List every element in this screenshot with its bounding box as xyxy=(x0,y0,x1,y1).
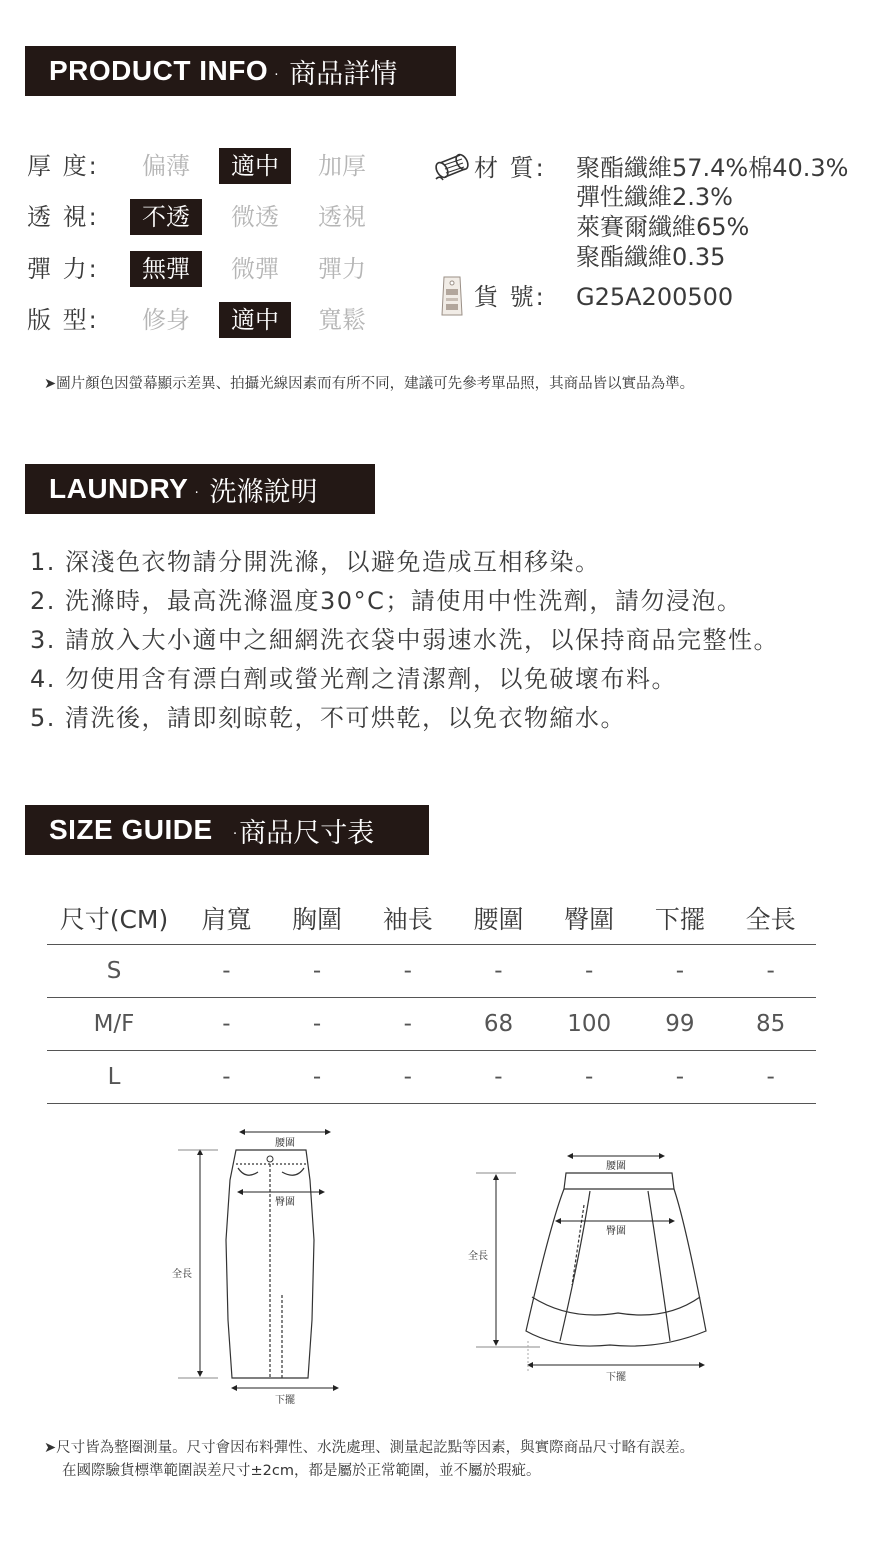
size-cell: M/F xyxy=(47,998,181,1051)
laundry-title-zh: · 洗滌說明 xyxy=(192,476,318,508)
table-row xyxy=(47,1051,816,1104)
flared-skirt-diagram xyxy=(460,1145,720,1390)
size-cell: - xyxy=(362,945,453,998)
size-cell: - xyxy=(635,945,726,998)
attr-option: 微透 xyxy=(231,203,279,231)
table-row xyxy=(47,945,816,998)
size-cell: - xyxy=(181,1051,272,1104)
diagram-label: 臀圍 xyxy=(275,1197,295,1208)
size-disclaimer-line2: 在國際驗貨標準範圍誤差尺寸±2cm，都是屬於正常範圍，並不屬於瑕疵。 xyxy=(62,1463,541,1479)
size-cell: 99 xyxy=(635,998,726,1051)
attr-label-transparency: 透 視: xyxy=(27,203,99,231)
laundry-item: 2. 洗滌時，最高洗滌溫度30°C；請使用中性洗劑，請勿浸泡。 xyxy=(30,587,743,615)
material-label: 材 質: xyxy=(474,154,546,182)
attr-option: 加厚 xyxy=(318,152,366,180)
laundry-item: 5. 清洗後，請即刻晾乾，不可烘乾，以免衣物縮水。 xyxy=(30,704,627,732)
size-col-header: 胸圍 xyxy=(272,892,363,945)
material-line: 萊賽爾纖維65% xyxy=(576,213,750,241)
diagram-label: 全長 xyxy=(172,1269,192,1280)
attr-option: 透視 xyxy=(318,203,366,231)
size-cell: S xyxy=(47,945,181,998)
attr-option: 微彈 xyxy=(231,255,279,283)
size-table-header-row xyxy=(47,892,816,945)
size-cell: - xyxy=(635,1051,726,1104)
size-col-header: 臀圍 xyxy=(544,892,635,945)
product-info-title-zh: · 商品詳情 xyxy=(272,58,398,90)
attr-option-selected: 適中 xyxy=(219,148,291,184)
size-col-header: 肩寬 xyxy=(181,892,272,945)
attr-option-selected: 不透 xyxy=(130,199,202,235)
laundry-item: 1. 深淺色衣物請分開洗滌，以避免造成互相移染。 xyxy=(30,548,601,576)
attr-label-thickness: 厚 度: xyxy=(27,152,99,180)
size-guide-title-zh: ·商品尺寸表 xyxy=(230,817,375,849)
laundry-item: 3. 請放入大小適中之細網洗衣袋中弱速水洗，以保持商品完整性。 xyxy=(30,626,780,654)
size-disclaimer-line1: ➤尺寸皆為整圈測量。尺寸會因布料彈性、水洗處理、測量起訖點等因素，與實際商品尺寸略有誤差。 xyxy=(44,1440,695,1456)
size-cell: - xyxy=(362,998,453,1051)
size-cell: - xyxy=(272,998,363,1051)
product-info-header xyxy=(25,46,456,96)
tag-icon xyxy=(440,275,464,319)
size-cell: - xyxy=(725,1051,816,1104)
attr-option: 彈力 xyxy=(318,255,366,283)
size-cell: - xyxy=(272,945,363,998)
size-col-header: 尺寸(CM) xyxy=(47,892,181,945)
size-cell: - xyxy=(453,1051,544,1104)
material-line: 彈性纖維2.3% xyxy=(576,183,733,211)
size-col-header: 腰圍 xyxy=(453,892,544,945)
laundry-item: 4. 勿使用含有漂白劑或螢光劑之清潔劑，以免破壞布料。 xyxy=(30,665,678,693)
attr-option-selected: 無彈 xyxy=(130,251,202,287)
size-cell: 100 xyxy=(544,998,635,1051)
size-guide-header xyxy=(25,805,429,855)
diagram-label: 腰圍 xyxy=(275,1138,295,1149)
size-cell: - xyxy=(272,1051,363,1104)
size-cell: - xyxy=(362,1051,453,1104)
size-col-header: 袖長 xyxy=(362,892,453,945)
table-row xyxy=(47,998,816,1051)
diagram-label: 下擺 xyxy=(275,1395,295,1406)
item-no-label: 貨 號: xyxy=(474,283,546,311)
product-info-title-en: PRODUCT INFO xyxy=(49,55,269,86)
size-cell: - xyxy=(544,945,635,998)
thread-spool-icon xyxy=(434,153,472,183)
size-cell: - xyxy=(544,1051,635,1104)
attr-option: 偏薄 xyxy=(142,152,190,180)
size-cell: - xyxy=(725,945,816,998)
attr-label-elasticity: 彈 力: xyxy=(27,255,99,283)
size-cell: L xyxy=(47,1051,181,1104)
laundry-title-en: LAUNDRY xyxy=(49,473,189,504)
size-cell: - xyxy=(181,998,272,1051)
straight-skirt-diagram xyxy=(160,1120,370,1415)
size-col-header: 下擺 xyxy=(635,892,726,945)
size-cell: - xyxy=(181,945,272,998)
size-cell: 85 xyxy=(725,998,816,1051)
size-cell: 68 xyxy=(453,998,544,1051)
color-disclaimer: ➤圖片顏色因螢幕顯示差異、拍攝光線因素而有所不同，建議可先參考單品照，其商品皆以實品為準。 xyxy=(44,376,695,392)
diagram-label: 腰圍 xyxy=(606,1161,626,1172)
size-table xyxy=(47,892,816,1104)
diagram-label: 下擺 xyxy=(606,1372,626,1383)
laundry-header xyxy=(25,464,375,514)
diagram-label: 臀圍 xyxy=(606,1226,626,1237)
attr-option-selected: 適中 xyxy=(219,302,291,338)
laundry-list xyxy=(30,543,779,738)
material-line: 聚酯纖維57.4%棉40.3% xyxy=(576,154,849,182)
material-line: 聚酯纖維0.35 xyxy=(576,243,726,271)
attr-option: 寬鬆 xyxy=(318,306,366,334)
diagram-label: 全長 xyxy=(468,1251,488,1262)
size-cell: - xyxy=(453,945,544,998)
size-col-header: 全長 xyxy=(725,892,816,945)
attr-label-fit: 版 型: xyxy=(27,306,99,334)
attr-option: 修身 xyxy=(142,306,190,334)
size-guide-title-en: SIZE GUIDE xyxy=(49,814,213,845)
item-no-value: G25A200500 xyxy=(576,283,734,311)
